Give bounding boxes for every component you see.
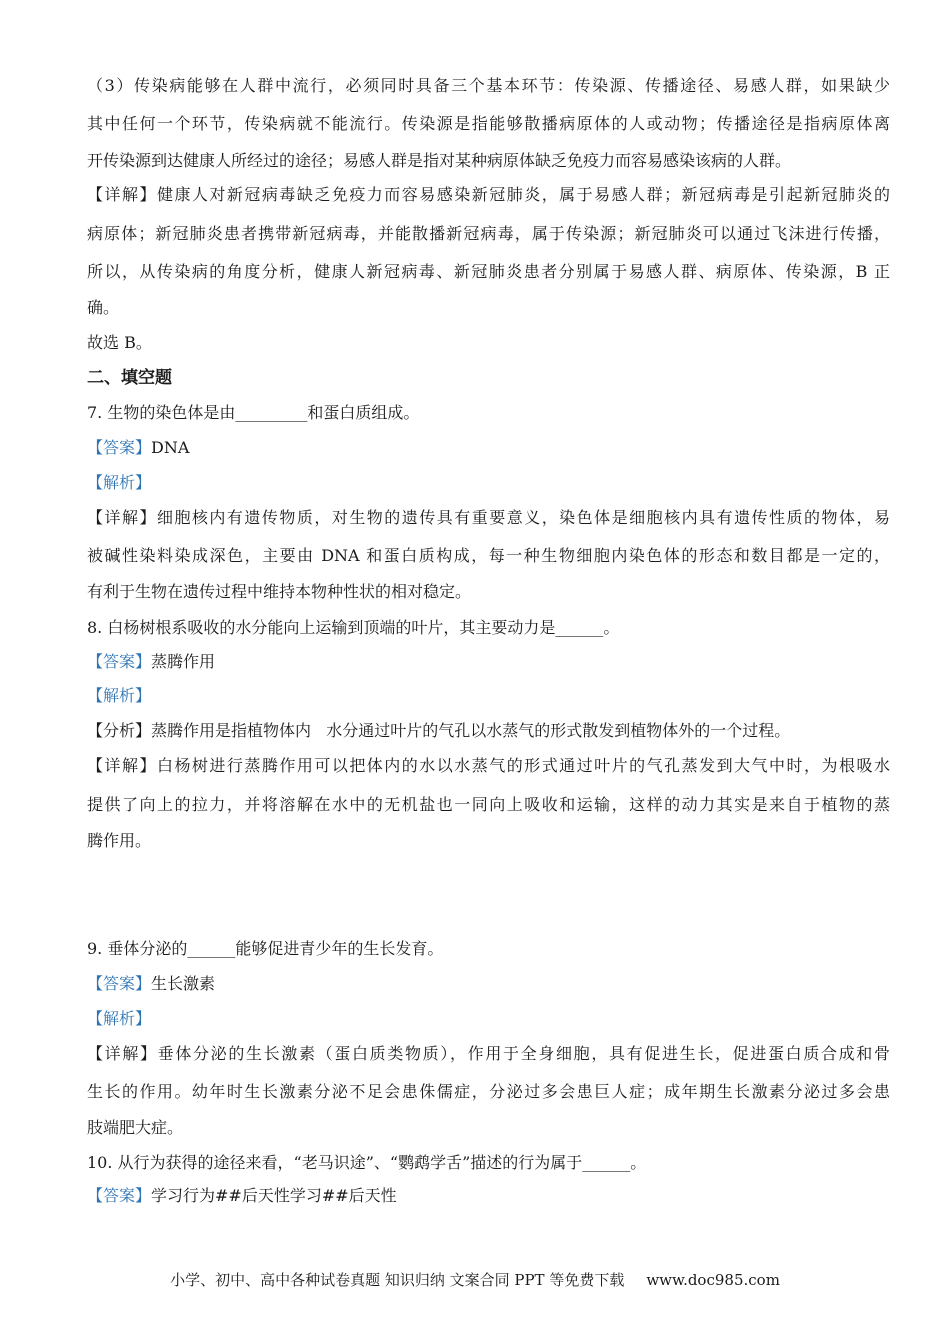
detail-paragraph: 【详解】白杨树进行蒸腾作用可以把体内的水以水蒸气的形式通过叶片的气孔蒸发到大气中时，为根吸水: [87, 756, 890, 775]
answer-text: 生长激素: [151, 974, 216, 993]
analysis-label: 【解析】: [87, 473, 152, 492]
fenxi-paragraph: 【分析】蒸腾作用是指植物体内 水分通过叶片的气孔以水蒸气的形式散发到植物体外的一个过程。: [87, 721, 791, 740]
paragraph-line: 被碱性染料染成深色，主要由 DNA 和蛋白质构成，每一种生物细胞内染色体的形态和数目都是一定的，: [87, 546, 890, 565]
question-9: 9. 垂体分泌的______能够促进青少年的生长发育。: [87, 939, 444, 958]
detail-label: 【详解】: [87, 508, 157, 527]
question-10: 10. 从行为获得的途径来看，“老马识途”、“鹦鹉学舌”描述的行为属于______。: [87, 1153, 647, 1172]
paragraph-line: （3）传染病能够在人群中流行，必须同时具备三个基本环节：传染源、传播途径、易感人群，如果缺少: [87, 76, 890, 95]
paragraph-line: 病原体；新冠肺炎患者携带新冠病毒，并能散播新冠病毒，属于传染源；新冠肺炎可以通过飞沫进行传播，: [87, 224, 890, 243]
detail-paragraph: 【详解】垂体分泌的生长激素（蛋白质类物质），作用于全身细胞，具有促进生长，促进蛋白质合成和骨: [87, 1044, 890, 1063]
answer-text: DNA: [151, 438, 190, 457]
page-footer: [0, 1270, 950, 1290]
paragraph-line: 生长的作用。幼年时生长激素分泌不足会患侏儒症，分泌过多会患巨人症；成年期生长激素分泌过多会患: [87, 1082, 890, 1101]
section-heading: 二、填空题: [87, 368, 172, 388]
answer-line: [87, 974, 890, 994]
footer-text: 小学、初中、高中各种试卷真题 知识归纳 文案合同 PPT 等免费下载: [170, 1271, 625, 1289]
paragraph-line: 开传染源到达健康人所经过的途径；易感人群是指对某种病原体缺乏免疫力而容易感染该病的人群。: [87, 151, 792, 170]
answer-text: 学习行为##后天性学习##后天性: [151, 1186, 397, 1205]
paragraph-line: 确。: [87, 298, 120, 317]
detail-label: 【详解】: [87, 1044, 158, 1063]
analysis-label: 【解析】: [87, 1009, 152, 1028]
answer-label: 【答案】: [87, 438, 152, 457]
paragraph-line: 肢端肥大症。: [87, 1118, 184, 1137]
detail-label: 【详解】: [87, 756, 157, 775]
analysis-label: 【解析】: [87, 686, 152, 705]
footer-link[interactable]: www.doc985.com: [646, 1271, 780, 1289]
detail-paragraph: 【详解】健康人对新冠病毒缺乏免疫力而容易感染新冠肺炎，属于易感人群；新冠病毒是引起新冠肺炎的: [87, 185, 890, 204]
answer-line: [87, 438, 890, 458]
conclusion-line: 故选 B。: [87, 333, 152, 352]
paragraph-line: 其中任何一个环节，传染病就不能流行。传染源是指能够散播病原体的人或动物；传播途径是指病原体离: [87, 114, 890, 133]
answer-label: 【答案】: [87, 974, 152, 993]
answer-label: 【答案】: [87, 652, 152, 671]
paragraph-line: 所以，从传染病的角度分析，健康人新冠病毒、新冠肺炎患者分别属于易感人群、病原体、传染源，B 正: [87, 262, 890, 281]
question-8: 8. 白杨树根系吸收的水分能向上运输到顶端的叶片，其主要动力是______。: [87, 618, 620, 637]
answer-line: [87, 1186, 890, 1206]
detail-paragraph: 【详解】细胞核内有遗传物质，对生物的遗传具有重要意义，染色体是细胞核内具有遗传性质的物体，易: [87, 508, 890, 527]
question-7: 7. 生物的染色体是由_________和蛋白质组成。: [87, 403, 420, 422]
answer-line: [87, 652, 890, 672]
paragraph-line: 提供了向上的拉力，并将溶解在水中的无机盐也一同向上吸收和运输，这样的动力其实是来自于植物的蒸: [87, 795, 890, 814]
paragraph-line: 有利于生物在遗传过程中维持本物种性状的相对稳定。: [87, 582, 472, 601]
answer-text: 蒸腾作用: [151, 652, 216, 671]
detail-label: 【详解】: [87, 185, 157, 204]
fenxi-label: 【分析】: [87, 721, 152, 740]
paragraph-line: 腾作用。: [87, 831, 152, 850]
answer-label: 【答案】: [87, 1186, 152, 1205]
